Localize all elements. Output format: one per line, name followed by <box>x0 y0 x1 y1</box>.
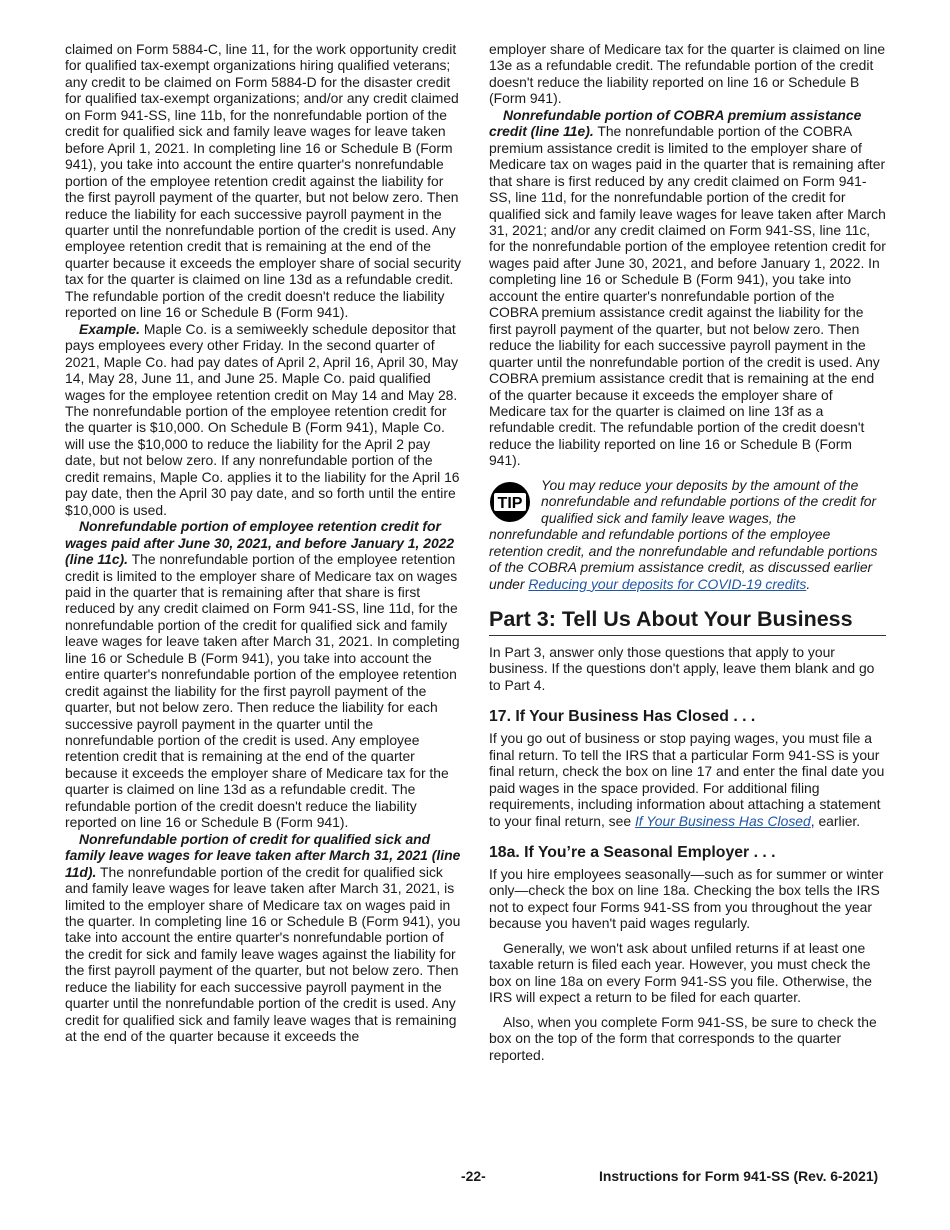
paragraph-line-11c <box>65 518 463 831</box>
line-17-heading: 17. If Your Business Has Closed . . . <box>489 708 756 726</box>
paragraph-credit-continuation: claimed on Form 5884-C, line 11, for the work opportunity credit for qualified tax-exempt organizations hiring qualified veterans; any credit to be claimed on Form 5884-D for the disaster credit for qualified tax-exempt organizations; and/or any credit claimed on Form 941-SS, line 11b, for the nonrefundable portion of the credit for qualified sick and family leave wages for leave taken before April 1, 2021. In completing line 16 or Schedule B (Form 941), you take into account the entire quarter's nonrefundable portion of the employee retention credit against the liability for the first payroll payment of the quarter, but not below zero. Then reduce the liability for each successive payroll payment in the quarter until the nonrefundable portion of the credit is used. Any employee retention credit that is remaining at the end of the quarter because it exceeds the employer share of social security tax for the quarter is claimed on line 13d as a refundable credit. The refundable portion of the credit doesn't reduce the liability reported on line 16 or Schedule B (Form 941). <box>65 41 462 321</box>
line-17-body: If you go out of business or stop paying wages, you must file a final return. To tell the IRS that a particular Form 941-SS is your final return, check the box on line 17 and enter the final date you paid wages in the space provided. For additional filing requirements, including information about attaching a statement to your final return, see <box>489 730 885 829</box>
paragraph-line-11d <box>65 831 463 1045</box>
paragraph-line-18a-1: If you hire employees seasonally—such as for summer or winter only—check the box on line 18a. Checking the box tells the IRS not to expect four Forms 941-SS from you throughout the year because you haven't paid wages regularly. <box>489 866 884 932</box>
line-11e-body: The nonrefundable portion of the COBRA premium assistance credit is limited to the employer share of Medicare tax on wages paid in the quarter that is remaining after that share is first reduced by any credit claimed on Form 941-SS, line 11d, for the nonrefundable portion of the credit for qualified sick and family leave wages for leave taken after March 31, 2021; and/or any credit claimed on Form 941-SS, line 11c, for the nonrefundable portion of the employee retention credit for wages paid after June 30, 2021, and before January 1, 2022. In completing line 16 or Schedule B (Form 941), you take into account the entire quarter's nonrefundable portion of the COBRA premium assistance credit against the liability for the first payroll payment of the quarter, but not below zero. Then reduce the liability for each successive payroll payment in the quarter until the nonrefundable portion of the credit is used. Any COBRA premium assistance credit that is remaining at the end of the quarter because it exceeds the employer share of Medicare tax for the quarter is claimed on line 13f as a refundable credit. The refundable portion of the credit doesn't reduce the liability reported on line 16 or Schedule B (Form 941). <box>489 123 886 469</box>
paragraph-line-11e <box>489 107 886 469</box>
tip-box <box>489 477 886 592</box>
example-heading: Example. <box>79 320 140 337</box>
part-3-heading: Part 3: Tell Us About Your Business <box>489 606 886 636</box>
line-11c-heading: Nonrefundable portion of employee retention credit for wages paid after June 30, 2021, and before January 1, 2022 (line 11c). <box>65 518 455 568</box>
line-11d-heading: Nonrefundable portion of credit for qualified sick and family leave wages for leave taken after March 31, 2021 (line 11d). <box>65 830 461 880</box>
tip-end: . <box>806 575 811 592</box>
line-11d-body: The nonrefundable portion of the credit for qualified sick and family leave wages for leave taken after March 31, 2021, is limited to the employer share of Medicare tax on wages paid in the quarter. In completing line 16 or Schedule B (Form 941), you take into account the entire quarter's nonrefundable portion of the credit for sick and family leave wages against the liability for the first payroll payment of the quarter, but not below zero. Then reduce the liability for each successive payroll payment in the quarter until the nonrefundable portion of the credit is used. Any credit for qualified sick and family leave wages that is remaining at the end of the quarter because it exceeds the <box>65 863 461 1045</box>
tip-body: You may reduce your deposits by the amount of the nonrefundable and refundable portions of the credit for qualified sick and family leave wages, the nonrefundable and refundable portions of the employee retention credit, and the nonrefundable and refundable portions of the COBRA premium assistance credit, as discussed earlier under <box>489 476 878 592</box>
reducing-deposits-link[interactable]: Reducing your deposits for COVID-19 credits <box>528 575 807 592</box>
document-title: Instructions for Form 941-SS (Rev. 6-2021) <box>599 1168 879 1184</box>
line-18a-heading: 18a. If You’re a Seasonal Employer . . . <box>489 844 776 862</box>
paragraph-line-18a-3: Also, when you complete Form 941-SS, be sure to check the box on the top of the form that corresponds to the quarter reported. <box>489 1013 877 1063</box>
tip-icon <box>489 481 531 523</box>
paragraph-example <box>65 321 463 518</box>
line-11e-heading: Nonrefundable portion of COBRA premium assistance credit (line 11e). <box>489 106 862 140</box>
line-11c-body: The nonrefundable portion of the employee retention credit is limited to the employer share of Medicare tax on wages paid in the quarter that is remaining after that share is first reduced by any credit claimed on Form 941-SS, line 11d, for the nonrefundable portion of the credit for qualified sick and family leave wages for leave taken after March 31, 2021. In completing line 16 or Schedule B (Form 941), you take into account the entire quarter's nonrefundable portion of the employee retention credit against the liability for the first payroll payment of the quarter, but not below zero. Then reduce the liability for each successive payroll payment in the quarter until the nonrefundable portion of the credit is used. Any employee retention credit that is remaining at the end of the quarter because it exceeds the employer share of Medicare tax for the quarter is claimed on line 13d as a refundable credit. The refundable portion of the credit doesn't reduce the liability reported on line 16 or Schedule B (Form 941). <box>65 551 460 831</box>
right-column <box>489 41 886 1063</box>
paragraph-line-18a-2: Generally, we won't ask about unfiled returns if at least one taxable return is filed each year. However, you must check the box on line 18a on every Form 941-SS you file. Otherwise, the IRS will expect a return to be filed for each quarter. <box>489 939 872 1006</box>
line-17-end: , earlier. <box>810 812 861 829</box>
page-number: -22- <box>461 1168 486 1184</box>
tip-icon-label: TIP <box>497 494 523 512</box>
business-closed-link[interactable]: If Your Business Has Closed <box>634 812 811 829</box>
part-3-intro: In Part 3, answer only those questions that apply to your business. If the questions don't apply, leave them blank and go to Part 4. <box>489 643 875 693</box>
paragraph-line-17 <box>489 730 886 829</box>
tip-text <box>489 477 886 592</box>
paragraph-line-13e-continuation: employer share of Medicare tax for the quarter is claimed on line 13e as a refundable credit. The refundable portion of the credit doesn't reduce the liability reported on line 16 or Schedule B (Form 941). <box>489 41 886 107</box>
example-body: Maple Co. is a semiweekly schedule depositor that pays employees every other Friday. In the second quarter of 2021, Maple Co. had pay dates of April 2, April 16, April 30, May 14, May 28, June 11, and June 25. Maple Co. paid qualified wages for the employee retention credit on May 14 and May 28. The nonrefundable portion of the employee retention credit for the quarter is $10,000. On Schedule B (Form 941), Maple Co. will use the $10,000 to reduce the liability for the April 2 pay date, but not below zero. If any nonrefundable portion of the credit remains, Maple Co. applies it to the liability for the April 16 pay date, then the April 30 pay date, and so forth until the entire $10,000 is used. <box>65 320 460 518</box>
left-column <box>65 41 463 1045</box>
